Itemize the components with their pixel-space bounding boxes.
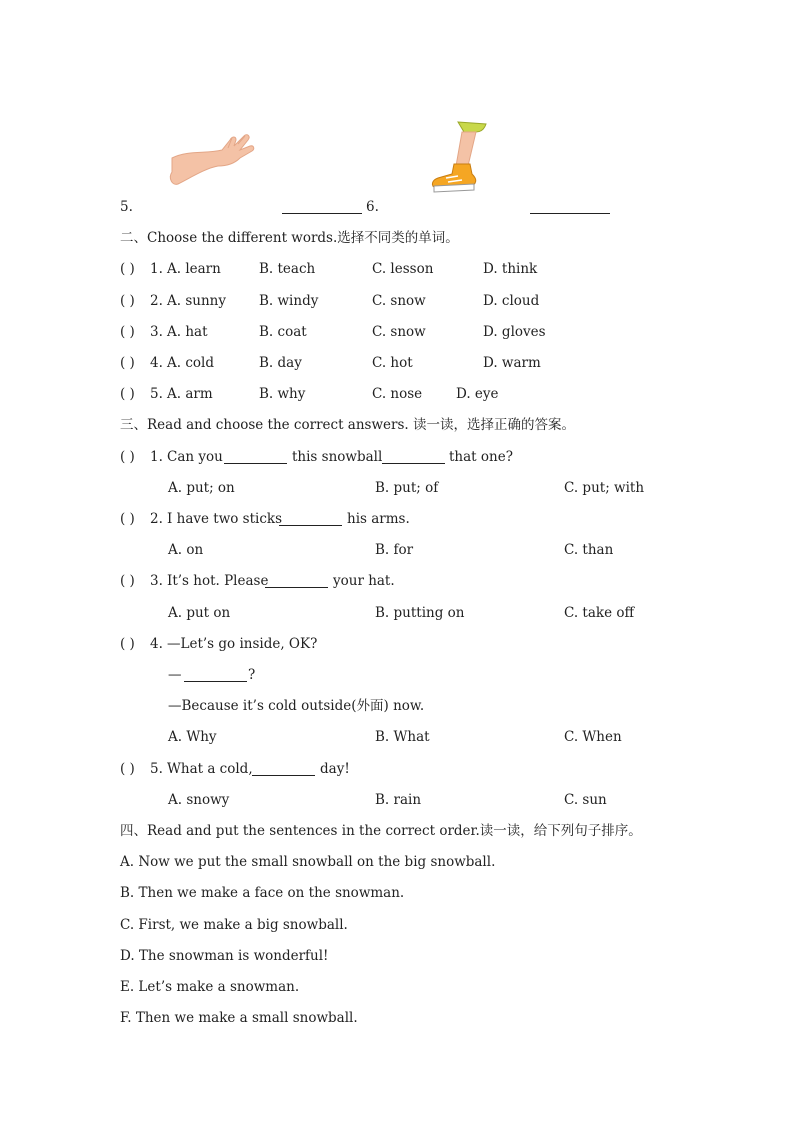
question-number: 5. [150, 761, 163, 777]
option-b: B. putting on [375, 605, 465, 621]
fill-blank[interactable] [382, 450, 445, 464]
question-number: 3. [150, 324, 163, 340]
question-text: his arms. [347, 511, 410, 527]
answer-paren[interactable]: ( ) [120, 636, 135, 652]
sentence-c: C. First, we make a big snowball. [120, 917, 348, 933]
question-number: 4. [150, 636, 163, 652]
question-number: 1. [150, 261, 163, 277]
answer-blank-6[interactable] [530, 200, 610, 214]
item-number-6: 6. [366, 199, 379, 215]
option-b: B. day [259, 355, 302, 371]
option-b: B. why [259, 386, 306, 402]
answer-blank-5[interactable] [282, 200, 362, 214]
question-mark: ? [248, 667, 256, 683]
arm-icon [168, 128, 256, 188]
question-text: day! [320, 761, 350, 777]
question-number: 4. [150, 355, 163, 371]
sentence-e: E. Let’s make a snowman. [120, 979, 300, 995]
option-c: C. than [564, 542, 614, 558]
question-number: 2. [150, 511, 163, 527]
sentence-f: F. Then we make a small snowball. [120, 1010, 358, 1026]
question-text: Can you [167, 449, 223, 465]
option-d: D. eye [456, 386, 499, 402]
option-b: B. for [375, 542, 414, 558]
option-c: C. hot [372, 355, 413, 371]
option-c: C. take off [564, 605, 635, 621]
question-number: 5. [150, 386, 163, 402]
option-c: C. nose [372, 386, 423, 402]
answer-paren[interactable]: ( ) [120, 761, 135, 777]
answer-paren[interactable]: ( ) [120, 386, 135, 402]
question-text: that one? [449, 449, 513, 465]
option-b: B. windy [259, 293, 319, 309]
fill-blank[interactable] [265, 574, 328, 588]
option-b: B. coat [259, 324, 307, 340]
fill-blank[interactable] [279, 512, 342, 526]
option-c: C. sun [564, 792, 607, 808]
option-c: C. snow [372, 324, 426, 340]
question-text: What a cold, [167, 761, 253, 777]
sentence-d: D. The snowman is wonderful! [120, 948, 329, 964]
question-number: 3. [150, 573, 163, 589]
question-text: It’s hot. Please [167, 573, 269, 589]
fill-blank[interactable] [252, 762, 315, 776]
option-c: C. snow [372, 293, 426, 309]
option-a: A. Why [168, 729, 217, 745]
option-a: A. on [168, 542, 204, 558]
question-text: your hat. [333, 573, 395, 589]
option-a: A. cold [167, 355, 214, 371]
answer-paren[interactable]: ( ) [120, 573, 135, 589]
option-a: A. hat [167, 324, 208, 340]
option-c: C. When [564, 729, 622, 745]
option-a: A. learn [167, 261, 221, 277]
option-b: B. What [375, 729, 430, 745]
leg-icon [428, 118, 494, 196]
dialogue-dash: — [168, 667, 182, 683]
question-text: this snowball [292, 449, 383, 465]
question-text: —Let’s go inside, OK? [167, 636, 318, 652]
option-a: A. put on [168, 605, 231, 621]
fill-blank[interactable] [184, 668, 247, 682]
option-b: B. teach [259, 261, 316, 277]
answer-paren[interactable]: ( ) [120, 355, 135, 371]
option-d: D. warm [483, 355, 541, 371]
sentence-b: B. Then we make a face on the snowman. [120, 885, 405, 901]
option-d: D. cloud [483, 293, 540, 309]
item-number-5: 5. [120, 199, 133, 215]
option-d: D. think [483, 261, 538, 277]
section-3-title: 三、Read and choose the correct answers. 读一读，选择正确的答案。 [120, 417, 575, 433]
section-2-title: 二、Choose the different words.选择不同类的单词。 [120, 230, 459, 246]
section-4-title: 四、Read and put the sentences in the correct order.读一读，给下列句子排序。 [120, 823, 642, 839]
option-b: B. rain [375, 792, 422, 808]
dialogue-reply: —Because it’s cold outside(外面) now. [168, 698, 425, 714]
answer-paren[interactable]: ( ) [120, 324, 135, 340]
option-a: A. snowy [168, 792, 230, 808]
fill-blank[interactable] [224, 450, 287, 464]
question-number: 1. [150, 449, 163, 465]
question-text: I have two sticks [167, 511, 283, 527]
option-d: D. gloves [483, 324, 546, 340]
option-b: B. put; of [375, 480, 439, 496]
option-a: A. sunny [167, 293, 226, 309]
sentence-a: A. Now we put the small snowball on the big snowball. [120, 854, 496, 870]
option-c: C. lesson [372, 261, 434, 277]
option-a: A. arm [167, 386, 213, 402]
option-a: A. put; on [168, 480, 235, 496]
answer-paren[interactable]: ( ) [120, 293, 135, 309]
option-c: C. put; with [564, 480, 645, 496]
question-number: 2. [150, 293, 163, 309]
answer-paren[interactable]: ( ) [120, 261, 135, 277]
answer-paren[interactable]: ( ) [120, 449, 135, 465]
answer-paren[interactable]: ( ) [120, 511, 135, 527]
picture-row [120, 198, 133, 216]
